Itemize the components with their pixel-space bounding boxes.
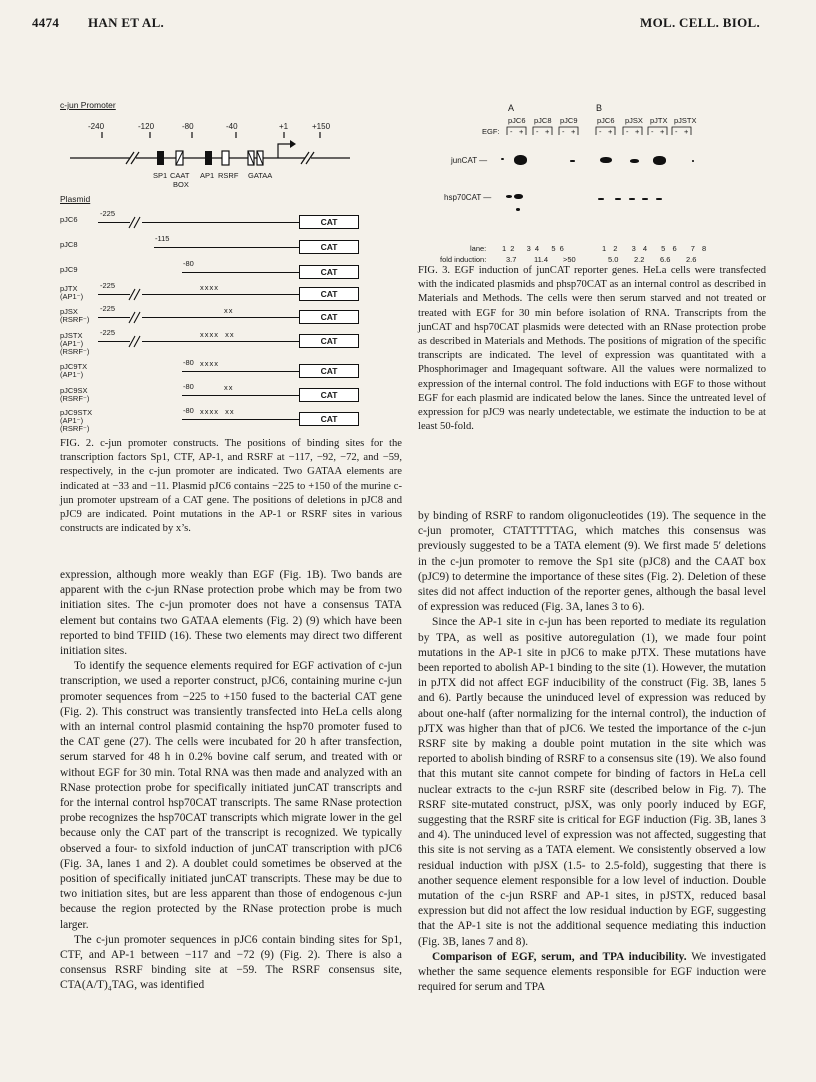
gel-band — [516, 208, 520, 211]
mutation-marks: xxxx — [200, 359, 219, 368]
construct-name: pJC9TX — [60, 362, 88, 371]
plus-sign: + — [519, 127, 524, 136]
plus-sign: + — [545, 127, 550, 136]
lane-numbers-b: 1 2 3 4 5 6 7 8 — [602, 244, 707, 253]
fold-value: 3.7 — [506, 255, 517, 264]
cat-gene-box: CAT — [299, 215, 359, 229]
plasmid-label: pJTX — [650, 116, 668, 125]
minus-sign: - — [510, 127, 513, 136]
construct-mutation: (AP1⁻) — [60, 339, 84, 348]
figure-2 — [60, 100, 380, 490]
minus-sign: - — [626, 127, 629, 136]
gel-band — [501, 158, 504, 160]
fold-value: 2.6 — [686, 255, 697, 264]
cat-gene-box: CAT — [299, 240, 359, 254]
fold-value: 2.2 — [634, 255, 645, 264]
construct-mutation: (AP1⁻) — [60, 416, 84, 425]
paragraph: The c-jun promoter sequences in pJC6 contain binding sites for Sp1, CTF, and AP-1 between −117 and −72 (9) (Fig. 2). There is also a consensus RSRF binding site at −59. The RSRF consensus site, CTA(A/T)₄TAG, was identified — [60, 933, 402, 992]
section-text: We investigated whether the same sequence elements responsible for EGF induction were required for serum and TPA — [418, 950, 766, 994]
construct-start: -80 — [183, 358, 194, 367]
plus-sign: + — [571, 127, 576, 136]
plasmid-title: Plasmid — [60, 194, 91, 204]
right-column — [418, 509, 766, 996]
cat-gene-box: CAT — [299, 265, 359, 279]
paragraph — [418, 950, 766, 996]
plasmid-label: pJSTX — [674, 116, 697, 125]
plasmid-label: pJC8 — [534, 116, 552, 125]
gel-band — [629, 198, 635, 200]
mutation-marks: xxxx — [200, 283, 219, 292]
left-column — [60, 568, 402, 994]
construct-start: -225 — [100, 328, 116, 337]
cat-gene-box: CAT — [299, 412, 359, 426]
construct-start: -225 — [100, 281, 116, 290]
gel-band — [514, 194, 523, 199]
position-label: -80 — [182, 122, 194, 131]
gel-band — [615, 198, 621, 200]
position-label: -120 — [138, 122, 155, 131]
fold-value: 5.0 — [608, 255, 619, 264]
position-label: -40 — [226, 122, 238, 131]
mutation-marks: xx — [224, 383, 234, 392]
plus-sign: + — [660, 127, 665, 136]
construct-mutation: (RSRF⁻) — [60, 347, 90, 356]
plus-sign: + — [608, 127, 613, 136]
hsp70cat-label: hsp70CAT — — [444, 193, 492, 202]
paragraph: Since the AP-1 site in c-jun has been reported to mediate its regulation by TPA, as well as positive autoregulation (1), we made four point mutations in the AP-1 site in pJC6 to make pJTX. These mutations have been reported to abolish AP-1 binding to the site (1). However, the mutation in pJTX did not affect EGF inducibility of the construct (Fig. 3B, lanes 5 and 6). Partly because the uninduced level of expression was reduced by about one-half (after normalizing for the internal control), the induction of pJTX was higher than that of pJC6. We tested the importance of the c-jun RSRF site by making a double point mutation in the site which was reported to abolish binding of RSRF to a consensus site (19). We also found that this mutant site cannot compete for binding of factors in HeLa cell nuclear extracts to the c-jun RSRF site (described below in Fig. 7). The RSRF site-mutated construct, pJSX, was only poorly induced by EGF, suggesting that the RSRF site is critical for EGF induction (Fig. 3B, lanes 3 and 4). The uninduced level of expression was not affected, suggesting that this site is not serving as a TATA element. We consistently observed a low residual induction with pJSX (1.5- to 2.5-fold), suggesting that there is another sequence element responsible for a low level of induction. Double mutation of the c-jun RSRF and AP-1 sites, in pJSTX, reduced basal expression but did not affect the low residual induction by EGF, suggesting that the AP-1 site is not the additional sequence mediating this induction (Fig. 3B, lanes 7 and 8). — [418, 616, 766, 948]
gel-band — [570, 160, 575, 162]
minus-sign: - — [675, 127, 678, 136]
construct-name: pJC6 — [60, 215, 78, 224]
caption-text: FIG. 3. EGF induction of junCAT reporter genes. HeLa cells were transfected with the indicated plasmids and phsp70CAT as an internal control as described in Materials and Methods. The cells were then serum starved and not treated or treated with EGF for 30 min before isolation of RNA. Transcripts from the junCAT and hsp70CAT plasmids were detected with an RNase protection probe as described in Materials and Methods. The positions of migration of the specific transcripts are indicated. The level of expression was quantitated with a Phosphorimager and Imagequant software. All the values were normalized to expression of the internal control. The fold inductions with EGF to those without EGF for each plasmid are indicated below the lanes. Since the untreated level of expression for pJC9 was nearly undetectable, we estimate the induction to be at least 50-fold. — [418, 265, 766, 433]
caption-text: FIG. 2. c-jun promoter constructs. The positions of binding sites for the transcription factors Sp1, CTF, AP-1, and RSRF at −117, −92, −72, and −59, respectively, in the c-jun promoter are indicated. Two GATAA elements are indicated at −33 and −11. Plasmid pJC6 contains −225 to +150 of the murine c-jun promoter upstream of a CAT gene. The positions of deletions in pJC8 and pJC9 are indicated. Point mutations in the AP-1 or RSRF sites in various constructs are indicated by x’s. — [60, 438, 402, 535]
fold-value: >50 — [563, 255, 576, 264]
mutation-marks: xxxx xx — [200, 330, 235, 339]
construct-start: -80 — [183, 382, 194, 391]
running-authors: HAN ET AL. — [88, 15, 165, 30]
construct-name: pJC9STX — [60, 408, 93, 417]
construct-start: -225 — [100, 304, 116, 313]
construct-start: -225 — [100, 209, 116, 218]
construct-mutation: (RSRF⁻) — [60, 315, 90, 324]
construct-mutation: (AP1⁻) — [60, 370, 84, 379]
plasmid-label: pJC6 — [508, 116, 526, 125]
gel-band — [656, 198, 662, 200]
mutation-marks: xx — [224, 306, 234, 315]
construct-start: -80 — [183, 406, 194, 415]
figure-2-caption — [60, 437, 402, 536]
gel-band — [600, 157, 612, 163]
element-label: SP1 — [153, 171, 168, 180]
construct-start: -115 — [155, 234, 170, 243]
juncat-label: junCAT — — [451, 156, 488, 165]
panel-b-label: B — [596, 103, 603, 113]
paragraph: by binding of RSRF to random oligonucleotides (19). The sequence in the c-jun promoter, CTATTTTTAG, which matches this consensus was previously suggested to be a TATA element (9). We first made 5′ deletions in the c-jun promoter to remove the Sp1 site (pJC8) and the CAAT box (pJC9) to determine the importance of these sites (Fig. 2). Deletion of these sites did not affect induction of the reporter genes, although the basal level of expression was reduced (Fig. 3A, lanes 3 to 6). — [418, 510, 766, 614]
construct-mutation: (AP1⁻) — [60, 292, 84, 301]
construct-name: pJTX — [60, 284, 78, 293]
element-label: RSRF — [218, 171, 239, 180]
minus-sign: - — [536, 127, 539, 136]
minus-sign: - — [562, 127, 565, 136]
mutation-marks: xxxx xx — [200, 407, 235, 416]
plasmid-label: pJSX — [625, 116, 643, 125]
gel-band — [630, 159, 639, 163]
gel-band — [598, 198, 604, 200]
promoter-title: c-jun Promoter — [60, 100, 116, 110]
figure-3 — [430, 100, 760, 280]
fold-value: 6.6 — [660, 255, 671, 264]
minus-sign: - — [599, 127, 602, 136]
section-heading: Comparison of EGF, serum, and TPA inducibility. — [432, 950, 687, 963]
gel-band — [506, 195, 512, 198]
construct-name: pJSTX — [60, 331, 83, 340]
box-label: BOX — [173, 180, 189, 189]
construct-name: pJC9 — [60, 265, 78, 274]
construct-mutation: (RSRF⁻) — [60, 394, 90, 403]
gel-band — [653, 156, 666, 165]
position-label: +150 — [312, 122, 331, 131]
journal-name: MOL. CELL. BIOL. — [640, 15, 761, 30]
cat-gene-box: CAT — [299, 388, 359, 402]
position-label: -240 — [88, 122, 105, 131]
panel-a-label: A — [508, 103, 515, 113]
paragraph: To identify the sequence elements required for EGF activation of c-jun transcription, we used a reporter construct, pJC6, containing murine c-jun promoter sequences from −225 to +150 fused to the bacterial CAT gene (Fig. 2). This construct was transiently transfected into HeLa cells along with an internal control plasmid containing the hsp70 promoter fused to the CAT gene (27). The cells were incubated for 20 h after transfection, serum starved for 48 h in 0.2% bovine calf serum, and treated with or without EGF for 30 min. Total RNA was then made and analyzed with an RNase protection probe for specifically initiated junCAT transcripts and for the internal control hsp70CAT transcripts. The same RNase protection probe recognizes the hsp70CAT transcripts which migrate lower in the gel because only the CAT part of the transcript is recognized. We typically observed a four- to sixfold induction of junCAT transcription with pJC6 (Fig. 3A, lanes 1 and 2). A doublet could sometimes be observed at the position of specifically initiated junCAT transcripts. These may be due to two initiation sites, but are less apparent than those of endogenous c-jun because the region protected by the RNase protection probe is much larger. — [60, 660, 402, 931]
figure-3-caption — [418, 264, 766, 434]
fold-induction-label: fold induction: — [440, 255, 487, 264]
plasmid-label: pJC9 — [560, 116, 578, 125]
element-label: AP1 — [200, 171, 215, 180]
cat-gene-box: CAT — [299, 334, 359, 348]
plus-sign: + — [635, 127, 640, 136]
fold-value: 11.4 — [534, 255, 549, 264]
construct-name: pJC8 — [60, 240, 78, 249]
plus-sign: + — [684, 127, 689, 136]
lane-label: lane: — [470, 244, 487, 253]
egf-label: EGF: — [482, 127, 500, 136]
construct-name: pJC9SX — [60, 386, 88, 395]
construct-mutation: (RSRF⁻) — [60, 424, 90, 433]
element-label: GATAA — [248, 171, 273, 180]
cat-gene-box: CAT — [299, 364, 359, 378]
gel-band — [642, 198, 648, 200]
construct-start: -80 — [183, 259, 194, 268]
promoter-map — [60, 130, 360, 170]
construct-name: pJSX — [60, 307, 78, 316]
page-number: 4474 — [32, 15, 60, 30]
lane-numbers-a: 1 2 3 4 5 6 — [502, 244, 564, 253]
plasmid-label: pJC6 — [597, 116, 615, 125]
cat-gene-box: CAT — [299, 310, 359, 324]
minus-sign: - — [651, 127, 654, 136]
position-label: +1 — [279, 122, 289, 131]
gel-band — [692, 160, 694, 162]
cat-gene-box: CAT — [299, 287, 359, 301]
element-label: CAAT — [170, 171, 190, 180]
gel-band — [514, 155, 527, 165]
paragraph: expression, although more weakly than EGF (Fig. 1B). Two bands are apparent with the c-jun RNase protection probe which may be from two initiation sites. The c-jun promoter does not have a consensus TATA element but contains two GATAA elements (Fig. 2) (9) which have been reported to bind TFIID (16). These two elements may direct two different initiation sites. — [60, 569, 402, 658]
